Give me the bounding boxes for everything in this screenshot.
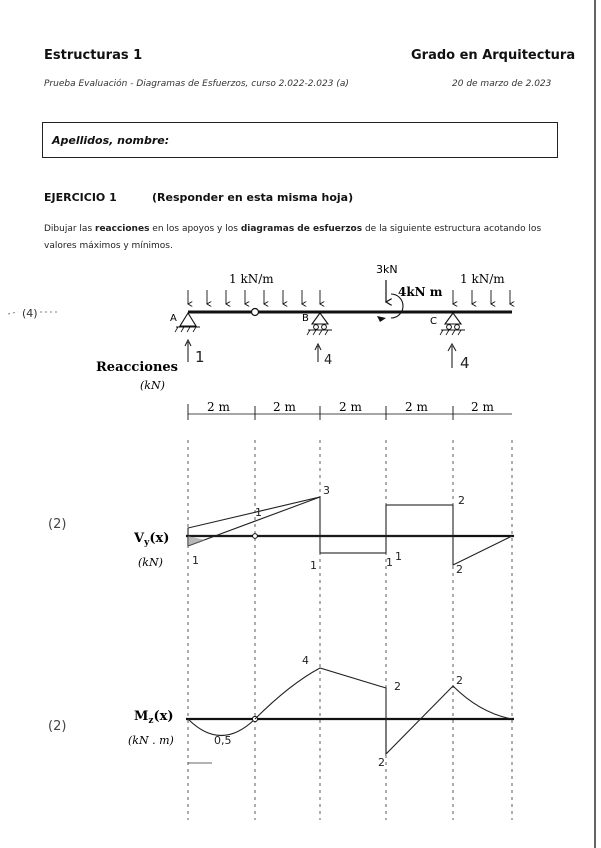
dimension-line [188,400,512,420]
shear-mark: 1 [395,550,402,563]
point-load-label: 3kN [376,263,398,276]
instruction-part: de la siguiente estructura acotando los valores máximos y mínimos. [44,224,542,251]
shear-mark: 1 [386,556,393,569]
instruction-part: en los apoyos y los [149,224,241,234]
reaction-b-value: 4 [324,353,333,368]
span-1: 2 m [207,400,230,414]
hinge [252,309,259,316]
load-left-label: 1 kN/m [229,272,274,286]
support-c [430,313,465,335]
moment-mark: 2 [456,674,463,687]
moment-mark: 2 [394,680,401,693]
reactions-unit: (kN) [140,379,165,392]
span-3: 2 m [339,400,362,414]
reaction-c-value: 4 [460,354,470,372]
distributed-load-right [453,290,510,304]
shear-mark: 1 [255,506,262,519]
shear-mark: 2 [458,494,465,507]
shear-mark: 1 [310,559,317,572]
shear-score: (2) [48,517,67,532]
exercise-note: (Responder en esta misma hoja) [152,191,354,204]
shear-label: $V_y(x)$ [134,531,170,548]
course-title: Estructuras 1 [44,48,143,63]
span-2: 2 m [273,400,296,414]
moment-mark: 2 [378,756,385,769]
span-4: 2 m [405,400,428,414]
load-right-label: 1 kN/m [460,272,505,286]
shear-mark: 1 [192,554,199,567]
moment-label: 4kN m [398,285,443,299]
shear-mark: 2 [456,563,463,576]
reaction-a-value: 1 [195,348,205,366]
support-c-label: C [430,316,437,327]
moment-mark: 4 [302,654,309,667]
moment-mark: 0,5 [214,734,232,747]
span-5: 2 m [471,400,494,414]
support-a-label: A [170,313,177,324]
degree-title: Grado en Arquitectura [411,48,576,63]
reactions [96,340,470,392]
instruction-part: Dibujar las [44,224,95,234]
exercise-title: EJERCICIO 1 [44,191,117,204]
shear-mark: 3 [323,484,330,497]
instruction-emphasis: reacciones [95,224,150,234]
moment-score: (2) [48,719,67,734]
moment-unit: (kN . m) [128,734,174,747]
structure [8,263,512,335]
support-b [302,313,332,335]
support-a [170,313,200,332]
moment-diagram [48,654,514,769]
structure-score: (4) [22,307,38,320]
reactions-label: Reacciones [96,360,178,375]
shear-unit: (kN) [138,556,163,569]
name-label: Apellidos, nombre: [52,134,170,147]
exam-subtitle: Prueba Evaluación - Diagramas de Esfuerzos, curso 2.022-2.023 (a) [44,79,349,89]
instruction-emphasis: diagramas de esfuerzos [240,224,363,234]
moment-label-text: $M_z(x)$ [134,709,174,726]
support-b-label: B [302,313,309,324]
exam-date: 20 de marzo de 2.023 [452,79,552,89]
shear-diagram [48,484,514,576]
distributed-load-left [188,290,320,304]
